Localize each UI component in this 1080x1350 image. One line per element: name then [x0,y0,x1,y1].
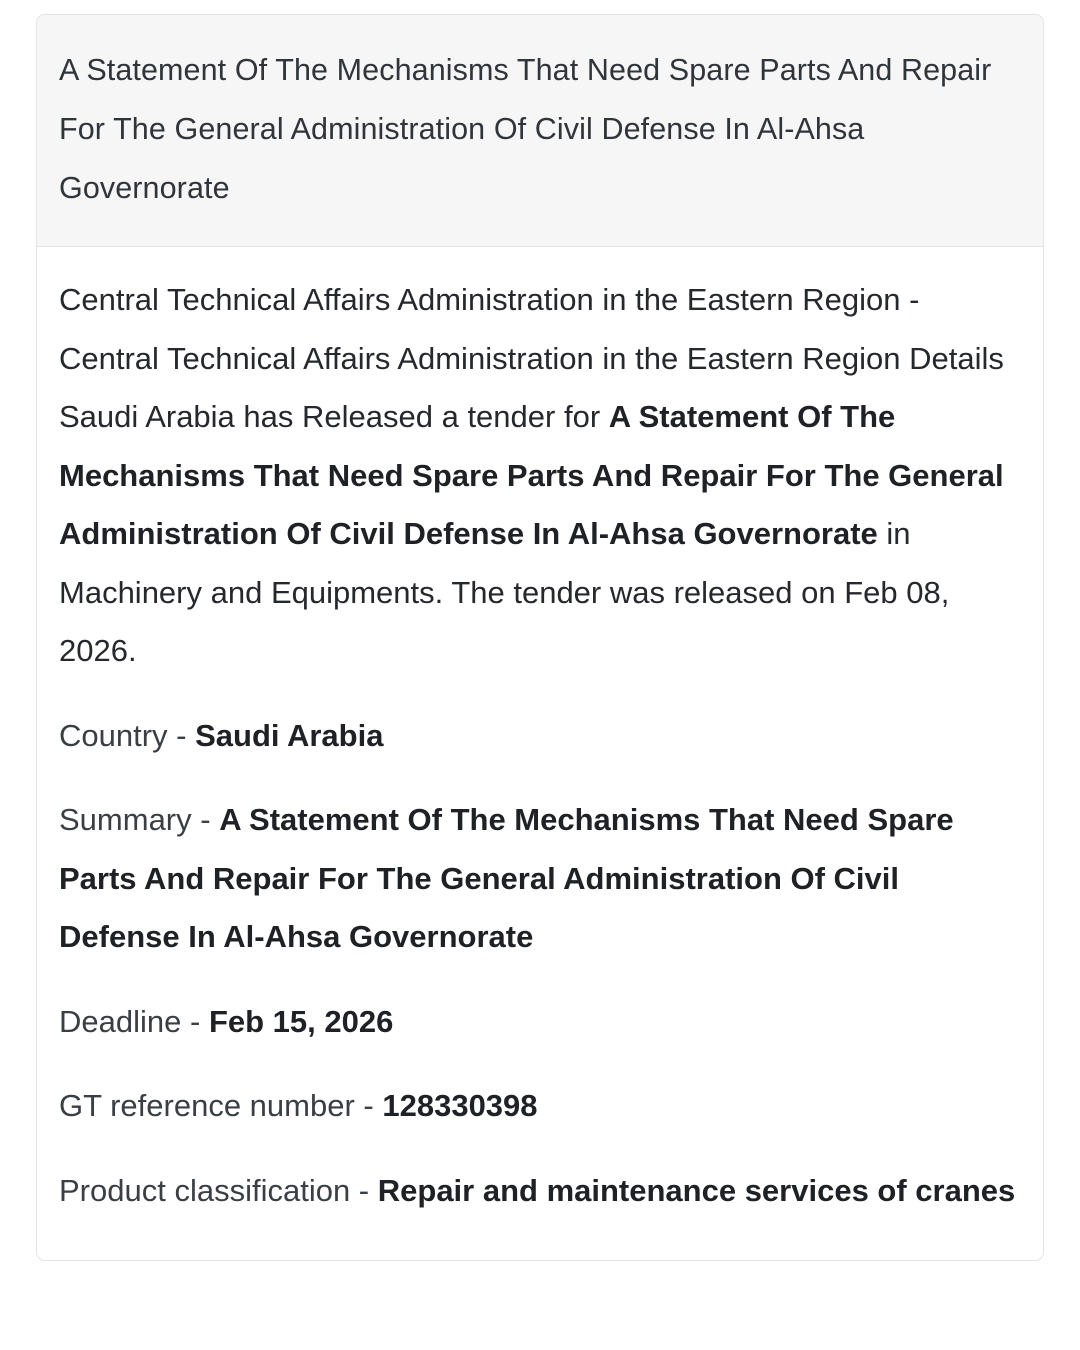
field-row-summary [59,791,1021,967]
field-separator: - [181,1003,209,1039]
field-value-deadline: Feb 15, 2026 [208,1003,394,1039]
field-separator: - [167,717,196,753]
card-header [37,15,1043,247]
field-value-product-classification: Repair and maintenance services of cranes [377,1172,1016,1208]
field-separator: - [191,802,220,837]
tender-detail-card [36,14,1044,1261]
description-lead-text: Central Technical Affairs Administration in the Eastern Region - Central Technical Affairs Administration in the Eastern Region Details Saudi Arabia has Released a tender for [59,282,1004,434]
field-label-product-classification: Product classification [59,1172,351,1208]
field-value-summary: A Statement Of The Mechanisms That Need Spare Parts And Repair For The General Administration Of Civil Defense In Al-Ahsa Governorate [59,802,954,954]
card-body [37,247,1043,1260]
description-category-text: in Machinery and Equipments. The tender was released on Feb 08, 2026. [59,516,950,668]
tender-description [59,271,1021,681]
field-label-summary: Summary [59,802,192,837]
field-label-deadline: Deadline [59,1003,182,1039]
field-label-country: Country [59,717,168,753]
field-separator: - [354,1088,383,1123]
field-separator: - [350,1172,378,1208]
field-value-country: Saudi Arabia [195,717,384,753]
field-row-country [59,707,1021,766]
description-tender-name: A Statement Of The Mechanisms That Need Spare Parts And Repair For The General Administration Of Civil Defense In Al-Ahsa Governorate [59,399,1004,551]
page-title: A Statement Of The Mechanisms That Need Spare Parts And Repair For The General Administration Of Civil Defense In Al-Ahsa Governorate [59,53,992,205]
field-value-gt-reference-number: 128330398 [382,1088,538,1123]
field-label-gt-reference-number: GT reference number [59,1088,355,1123]
field-row-gt-reference-number [59,1077,1021,1136]
field-row-product-classification [59,1162,1021,1221]
field-row-deadline [59,993,1021,1052]
